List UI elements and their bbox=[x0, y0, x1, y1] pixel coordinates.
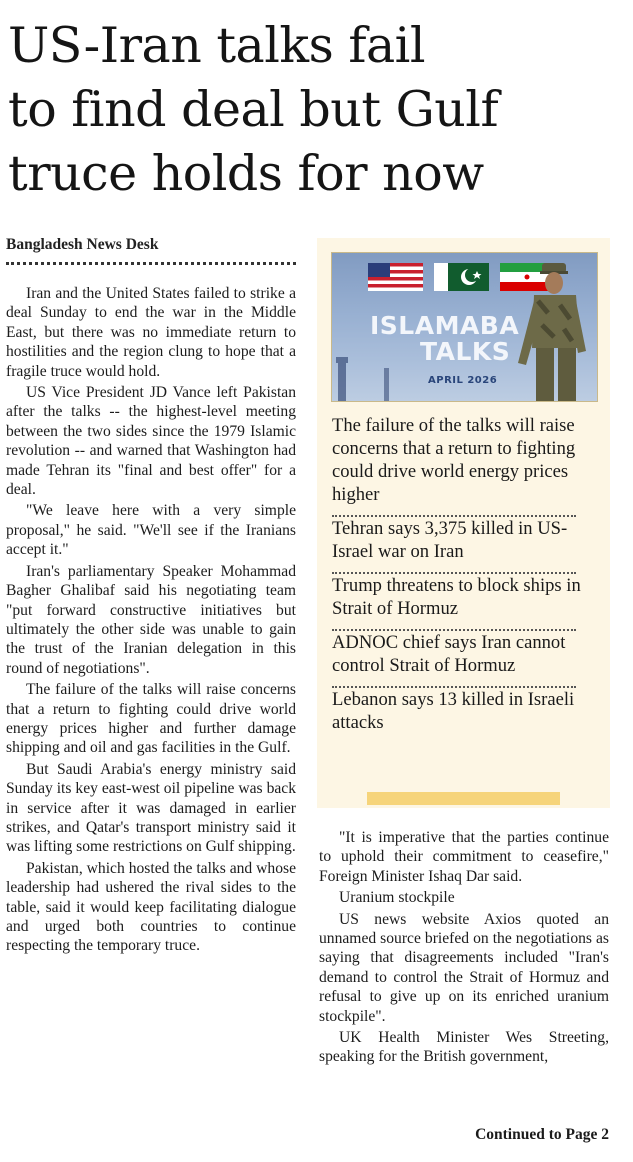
pakistan-flag-icon bbox=[434, 263, 489, 291]
islamabad-talks-photo bbox=[331, 252, 598, 402]
paragraph: "It is imperative that the parties continue to uphold their commitment to ceasefire," Foreign Minister Ishaq Dar said. bbox=[319, 829, 609, 885]
sidebar-pullquote: The failure of the talks will raise concerns that a return to fighting could drive world energy prices higher bbox=[332, 415, 576, 505]
paragraph: US Vice President JD Vance left Pakistan after the talks -- the highest-level meeting between the two sides since the 1979 Islamic revolution -- and warned that Washington had made Tehran its "final and best offer" for a deal. bbox=[6, 384, 296, 499]
photo-banner-line-2: TALKS bbox=[420, 337, 511, 366]
teaser-headline-link[interactable]: Trump threatens to block ships in Strait of Hormuz bbox=[332, 575, 581, 619]
byline: Bangladesh News Desk bbox=[6, 236, 159, 253]
article-column-left bbox=[6, 284, 296, 956]
byline-divider bbox=[6, 262, 296, 265]
teaser-headline-link[interactable]: Tehran says 3,375 killed in US-Israel war on Iran bbox=[332, 518, 568, 562]
paragraph: But Saudi Arabia's energy ministry said Sunday its key east-west oil pipeline was back in service after it was damaged in earlier strikes, and Qatar's transport ministry said it was lifting some restrictions on Gulf shipping. bbox=[6, 760, 296, 856]
teaser-headline-link[interactable]: Lebanon says 13 killed in Israeli attacks bbox=[332, 689, 575, 733]
subheading: Uranium stockpile bbox=[339, 889, 455, 907]
paragraph: "We leave here with a very simple proposal," he said. "We'll see if the Iranians accept it." bbox=[6, 502, 296, 559]
paragraph: Pakistan, which hosted the talks and whose leadership had ushered the rival sides to the table, said it would keep facilitating dialogue and urged both countries to continue respecting the temporary truce. bbox=[6, 859, 296, 955]
photo-banner-text bbox=[370, 313, 519, 365]
headline-line-3: truce holds for now bbox=[8, 145, 484, 202]
paragraph: Iran and the United States failed to strike a deal Sunday to end the war in the Middle East, but there was no immediate return to hostilities and the region clung to hope that a fragile truce would hold. bbox=[6, 285, 296, 380]
headline-line-2: to find deal but Gulf bbox=[8, 81, 499, 138]
article-column-right bbox=[319, 828, 609, 1067]
headline bbox=[8, 14, 628, 206]
sidebar-teaser-list bbox=[332, 414, 607, 743]
paragraph: The failure of the talks will raise concerns that a return to fighting could drive world energy prices higher and further damage shipping and oil and gas facilities in the Gulf. bbox=[6, 681, 296, 757]
headline-line-1: US-Iran talks fail bbox=[8, 17, 426, 74]
paragraph: UK Health Minister Wes Streeting, speaking for the British government, bbox=[319, 1029, 609, 1066]
photo-banner-line-1: ISLAMABA bbox=[370, 311, 520, 340]
sidebar-box bbox=[317, 238, 610, 808]
teaser-headline-link[interactable]: ADNOC chief says Iran cannot control Strait of Hormuz bbox=[332, 632, 566, 676]
sidebar-accent-bar bbox=[367, 792, 560, 805]
photo-date: APRIL 2026 bbox=[428, 375, 498, 386]
continued-to-page-link[interactable]: Continued to Page 2 bbox=[475, 1126, 609, 1143]
paragraph: Iran's parliamentary Speaker Mohammad Bagher Ghalibaf said his negotiating team "put forward constructive initiatives but ultimately the other side was unable to gain the trust of the Iranian delegation in this round of negotiations". bbox=[6, 562, 296, 677]
us-flag-icon bbox=[368, 263, 423, 291]
paragraph: US news website Axios quoted an unnamed source briefed on the negotiations as saying that disagreements included "Iran's demand to control the Strait of Hormuz and refusal to give up on its enriched uranium stockpile". bbox=[319, 910, 609, 1025]
